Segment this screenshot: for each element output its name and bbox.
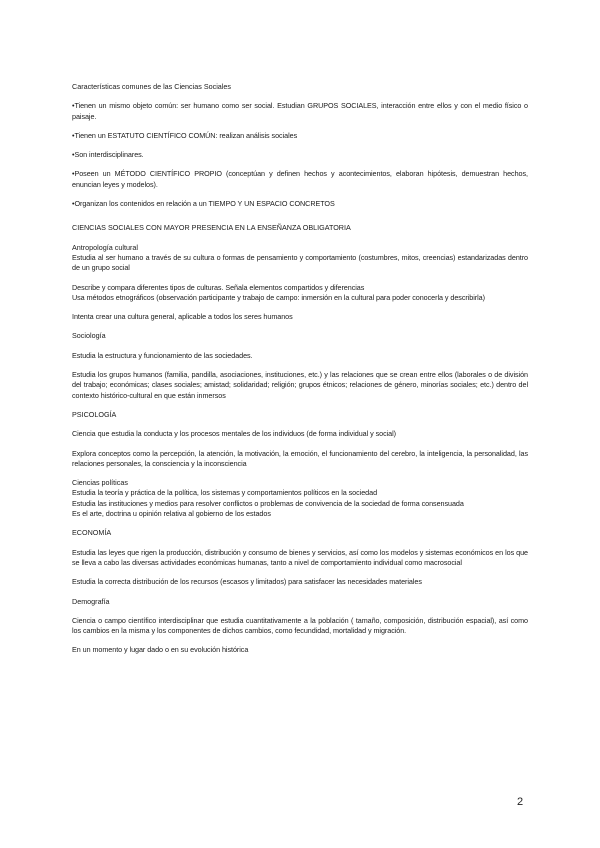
demografia-p1: Ciencia o campo científico interdisciplinar que estudia cuantitativamente a la población ( tamaño, composición, distribución espacial), así como los cambios en la misma y los componentes de dichos cambios, como fecundidad, mortalidad y migración. xyxy=(72,615,528,636)
section-title: CIENCIAS SOCIALES CON MAYOR PRESENCIA EN LA ENSEÑANZA OBLIGATORIA xyxy=(72,223,351,233)
bullet-objeto-comun: •Tienen un mismo objeto común: ser humano como ser social. Estudian GRUPOS SOCIALES, interacción entre ellos y con el medio físico o paisaje. xyxy=(72,101,528,121)
antropologia-p1: Estudia al ser humano a través de su cultura o formas de pensamiento y comportamiento (costumbres, mitos, creencias) estandarizadas dentro de un grupo social xyxy=(72,252,528,273)
sociologia-p1: Estudia la estructura y funcionamiento de las sociedades. xyxy=(72,350,253,360)
bullet-metodo: •Poseen un MÉTODO CIENTÍFICO PROPIO (conceptúan y definen hechos y acontecimientos, elaboran hipótesis, demuestran hechos, enuncian leyes y modelos). xyxy=(72,169,528,189)
economia-p1: Estudia las leyes que rigen la producción, distribución y consumo de bienes y servicios, así como los modelos y sistemas económicos en los que se lleva a cabo las diversas actividades económicas humanas, tanto a nivel de comportamiento individual como macrosocial xyxy=(72,547,528,567)
heading-politicas: Ciencias políticas xyxy=(72,478,128,488)
psicologia-p1: Ciencia que estudia la conducta y los procesos mentales de los individuos (de forma individual y social) xyxy=(72,429,397,439)
antropologia-p4: Intenta crear una cultura general, aplicable a todos los seres humanos xyxy=(72,312,293,322)
demografia-p2: En un momento y lugar dado o en su evolución histórica xyxy=(72,645,249,655)
antropologia-p3: Usa métodos etnográficos (observación participante y trabajo de campo: inmersión en la cultural para poder conocerla y describirla) xyxy=(72,292,485,302)
document-title: Características comunes de las Ciencias Sociales xyxy=(72,82,231,91)
document-page xyxy=(72,82,528,656)
heading-antropologia: Antropología cultural xyxy=(72,242,138,252)
economia-p2: Estudia la correcta distribución de los recursos (escasos y limitados) para satisfacer las necesidades materiales xyxy=(72,577,422,587)
bullet-tiempo-espacio: •Organizan los contenidos en relación a un TIEMPO Y UN ESPACIO CONCRETOS xyxy=(72,199,335,209)
heading-sociologia: Sociología xyxy=(72,331,106,341)
antropologia-p2: Describe y compara diferentes tipos de culturas. Señala elementos compartidos y diferencias xyxy=(72,282,365,292)
politicas-p3: Es el arte, doctrina u opinión relativa al gobierno de los estados xyxy=(72,509,271,519)
page-number: 2 xyxy=(517,796,524,808)
psicologia-p2: Explora conceptos como la percepción, la atención, la motivación, la emoción, el funcionamiento del cerebro, la inteligencia, la personalidad, las relaciones personales, la consciencia y la inconsciencia xyxy=(72,448,528,468)
sociologia-p2: Estudia los grupos humanos (familia, pandilla, asociaciones, instituciones, etc.) y las relaciones que se crean entre ellos (laborales o de división del trabajo; económicas; clases sociales; amistad; solidaridad; religión; grupos étnicos; relaciones de género, minorías sociales; etc.) dentro del contexto histórico-cultural en que están inmersos xyxy=(72,370,528,400)
politicas-p1: Estudia la teoría y práctica de la política, los sistemas y comportamientos políticos en la sociedad xyxy=(72,488,378,498)
bullet-interdisciplinares: •Son interdisciplinares. xyxy=(72,150,144,160)
heading-psicologia: PSICOLOGÍA xyxy=(72,409,117,419)
bullet-estatuto: •Tienen un ESTATUTO CIENTÍFICO COMÚN: realizan análisis sociales xyxy=(72,130,298,140)
heading-economia: ECONOMÍA xyxy=(72,528,112,538)
politicas-p2: Estudia las instituciones y medios para resolver conflictos o problemas de convivencia de la sociedad de forma consensuada xyxy=(72,498,464,508)
heading-demografia: Demografía xyxy=(72,596,110,606)
